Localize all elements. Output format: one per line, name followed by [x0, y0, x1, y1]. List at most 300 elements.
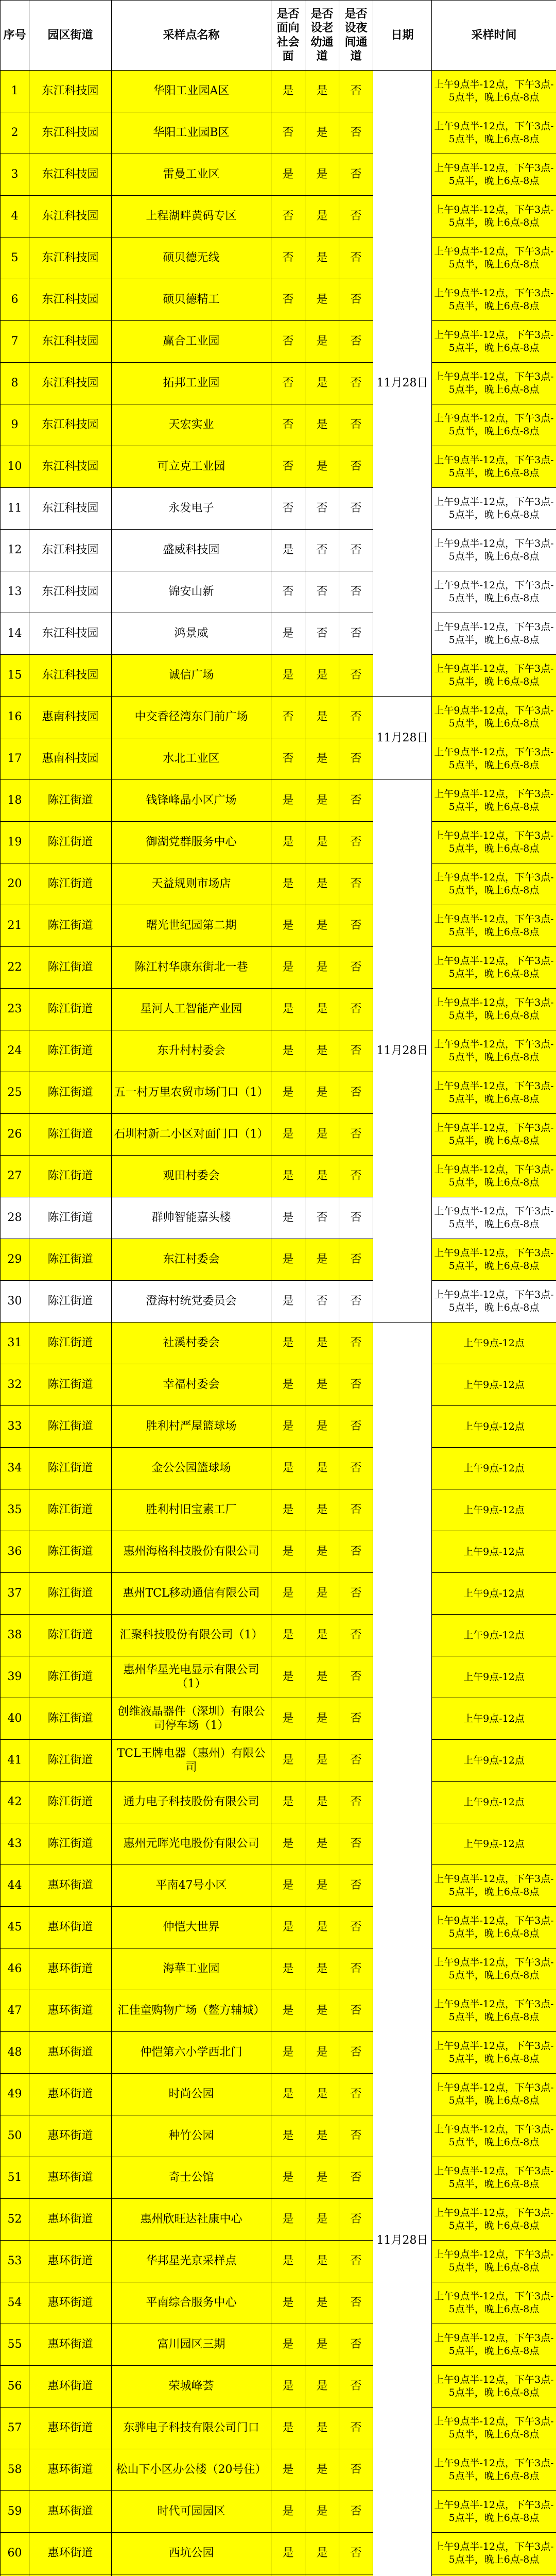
cell-seq: 43 — [1, 1823, 29, 1865]
cell-night: 否 — [339, 863, 373, 905]
table-row — [1, 780, 556, 822]
cell-society: 是 — [271, 1531, 305, 1573]
cell-park: 陈江街道 — [29, 1489, 112, 1531]
table-row — [1, 154, 556, 196]
cell-park: 陈江街道 — [29, 1615, 112, 1656]
cell-night: 否 — [339, 989, 373, 1030]
cell-night: 否 — [339, 1406, 373, 1448]
cell-park: 陈江街道 — [29, 1156, 112, 1197]
cell-night: 否 — [339, 404, 373, 446]
cell-park: 惠环街道 — [29, 1948, 112, 1990]
cell-society: 是 — [271, 2115, 305, 2157]
cell-elder — [305, 2574, 339, 2576]
cell-seq: 54 — [1, 2282, 29, 2324]
cell-society: 是 — [271, 530, 305, 571]
cell-elder: 是 — [305, 1448, 339, 1489]
cell-seq: 29 — [1, 1239, 29, 1281]
cell-society: 是 — [271, 947, 305, 989]
cell-night: 否 — [339, 196, 373, 238]
cell-park: 东江科技园 — [29, 112, 112, 154]
cell-time: 上午9点半-12点，下午3点-5点半，晚上6点-8点 — [432, 989, 556, 1030]
cell-seq: 26 — [1, 1114, 29, 1156]
cell-elder: 是 — [305, 2449, 339, 2491]
cell-seq: 36 — [1, 1531, 29, 1573]
cell-night: 否 — [339, 2199, 373, 2241]
cell-time: 上午9点半-12点，下午3点-5点半，晚上6点-8点 — [432, 2199, 556, 2241]
cell-elder: 是 — [305, 1239, 339, 1281]
table-header-row — [1, 1, 556, 71]
cell-seq: 14 — [1, 613, 29, 655]
cell-seq: 13 — [1, 571, 29, 613]
cell-park: 东江科技园 — [29, 446, 112, 488]
cell-park: 东江科技园 — [29, 321, 112, 363]
cell-elder: 是 — [305, 1823, 339, 1865]
table-row — [1, 1573, 556, 1615]
cell-elder: 是 — [305, 2241, 339, 2282]
table-row — [1, 1448, 556, 1489]
cell-site: 群帅智能嘉头楼 — [112, 1197, 271, 1239]
cell-site: 五一村万里农贸市场门口（1） — [112, 1072, 271, 1114]
cell-seq: 5 — [1, 238, 29, 279]
cell-park: 东江科技园 — [29, 488, 112, 530]
table-row — [1, 1197, 556, 1239]
cell-time: 上午9点半-12点，下午3点-5点半，晚上6点-8点 — [432, 697, 556, 738]
table-row — [1, 71, 556, 112]
cell-elder: 否 — [305, 613, 339, 655]
cell-night: 否 — [339, 2074, 373, 2115]
cell-night: 否 — [339, 1740, 373, 1782]
cell-time: 上午9点半-12点，下午3点-5点半，晚上6点-8点 — [432, 2449, 556, 2491]
header-night: 是否设夜间通道 — [339, 1, 373, 71]
cell-seq: 55 — [1, 2324, 29, 2366]
cell-site: 上程湖畔黄码专区 — [112, 196, 271, 238]
cell-time: 上午9点半-12点，下午3点-5点半，晚上6点-8点 — [432, 1114, 556, 1156]
cell-site: 平南综合服务中心 — [112, 2282, 271, 2324]
cell-site: 硕贝德精工 — [112, 279, 271, 321]
cell-seq: 59 — [1, 2491, 29, 2533]
cell-society: 是 — [271, 1865, 305, 1907]
cell-park: 东江科技园 — [29, 71, 112, 112]
cell-elder: 是 — [305, 2324, 339, 2366]
cell-site: 通力电子科技股份有限公司 — [112, 1782, 271, 1823]
cell-night: 否 — [339, 279, 373, 321]
cell-time: 上午9点半-12点，下午3点-5点半，晚上6点-8点 — [432, 2157, 556, 2199]
cell-night: 否 — [339, 71, 373, 112]
cell-society: 是 — [271, 1489, 305, 1531]
cell-park: 陈江街道 — [29, 1573, 112, 1615]
header-seq: 序号 — [1, 1, 29, 71]
cell-seq: 56 — [1, 2366, 29, 2408]
cell-seq: 10 — [1, 446, 29, 488]
cell-elder: 否 — [305, 1197, 339, 1239]
cell-site: 仲恺第六小学西北门 — [112, 2032, 271, 2074]
cell-night: 否 — [339, 112, 373, 154]
cell-time: 上午9点半-12点，下午3点-5点半，晚上6点-8点 — [432, 1239, 556, 1281]
cell-time: 上午9点半-12点，下午3点-5点半，晚上6点-8点 — [432, 1907, 556, 1948]
cell-time: 上午9点半-12点，下午3点-5点半，晚上6点-8点 — [432, 571, 556, 613]
cell-time: 上午9点-12点 — [432, 1406, 556, 1448]
cell-site: 华阳工业园B区 — [112, 112, 271, 154]
cell-night: 否 — [339, 1072, 373, 1114]
cell-night: 否 — [339, 321, 373, 363]
table-row — [1, 2574, 556, 2576]
cell-night: 否 — [339, 488, 373, 530]
cell-seq: 15 — [1, 655, 29, 697]
cell-seq: 30 — [1, 1281, 29, 1323]
cell-park: 陈江街道 — [29, 780, 112, 822]
cell-elder: 是 — [305, 1740, 339, 1782]
cell-seq: 52 — [1, 2199, 29, 2241]
cell-society: 是 — [271, 1364, 305, 1406]
cell-elder: 是 — [305, 2115, 339, 2157]
cell-park: 陈江街道 — [29, 1281, 112, 1323]
cell-park: 陈江街道 — [29, 1030, 112, 1072]
cell-elder: 否 — [305, 571, 339, 613]
cell-time: 上午9点半-12点，下午3点-5点半，晚上6点-8点 — [432, 488, 556, 530]
cell-site: 松山下小区办公楼（20号住） — [112, 2449, 271, 2491]
table-row — [1, 1364, 556, 1406]
cell-park: 陈江街道 — [29, 1239, 112, 1281]
cell-seq: 24 — [1, 1030, 29, 1072]
cell-elder: 是 — [305, 1364, 339, 1406]
cell-site: 东江村委会 — [112, 1239, 271, 1281]
cell-elder: 是 — [305, 363, 339, 404]
cell-society: 是 — [271, 1907, 305, 1948]
cell-society: 是 — [271, 2449, 305, 2491]
cell-seq: 33 — [1, 1406, 29, 1448]
table-row — [1, 1114, 556, 1156]
cell-time: 上午9点半-12点，下午3点-5点半，晚上6点-8点 — [432, 363, 556, 404]
cell-seq: 31 — [1, 1323, 29, 1364]
cell-seq: 17 — [1, 738, 29, 780]
cell-time: 上午9点-12点 — [432, 1531, 556, 1573]
cell-society: 否 — [271, 571, 305, 613]
cell-time: 上午9点半-12点，下午3点-5点半，晚上6点-8点 — [432, 238, 556, 279]
cell-society: 是 — [271, 2157, 305, 2199]
cell-elder: 是 — [305, 1114, 339, 1156]
table-row — [1, 2491, 556, 2533]
table-row — [1, 1656, 556, 1698]
cell-time: 上午9点半-12点，下午3点-5点半，晚上6点-8点 — [432, 2074, 556, 2115]
cell-park: 东江科技园 — [29, 571, 112, 613]
cell-night: 否 — [339, 2324, 373, 2366]
cell-society: 是 — [271, 655, 305, 697]
cell-seq: 42 — [1, 1782, 29, 1823]
cell-elder: 是 — [305, 1531, 339, 1573]
cell-time: 上午9点-12点 — [432, 1615, 556, 1656]
cell-society: 是 — [271, 1197, 305, 1239]
cell-time: 上午9点-12点 — [432, 1740, 556, 1782]
cell-site: 胜利村严屋篮球场 — [112, 1406, 271, 1448]
cell-seq: 9 — [1, 404, 29, 446]
table-row — [1, 1698, 556, 1740]
cell-time: 上午9点-12点 — [432, 1573, 556, 1615]
cell-seq: 12 — [1, 530, 29, 571]
cell-night: 否 — [339, 1281, 373, 1323]
cell-society: 是 — [271, 1782, 305, 1823]
cell-night: 否 — [339, 822, 373, 863]
table-row — [1, 321, 556, 363]
cell-park: 惠环街道 — [29, 2032, 112, 2074]
cell-site: 华邦星光京采样点 — [112, 2241, 271, 2282]
cell-seq: 16 — [1, 697, 29, 738]
cell-night: 否 — [339, 238, 373, 279]
table-row — [1, 2282, 556, 2324]
table-row — [1, 2074, 556, 2115]
cell-society: 是 — [271, 1156, 305, 1197]
cell-time: 上午9点半-12点，下午3点-5点半，晚上6点-8点 — [432, 738, 556, 780]
table-row — [1, 2241, 556, 2282]
table-row — [1, 1782, 556, 1823]
cell-seq: 53 — [1, 2241, 29, 2282]
cell-site: 创维液晶器件（深圳）有限公司停车场（1） — [112, 1698, 271, 1740]
cell-park: 陈江街道 — [29, 1531, 112, 1573]
cell-elder: 否 — [305, 530, 339, 571]
cell-night: 否 — [339, 1323, 373, 1364]
cell-seq: 39 — [1, 1656, 29, 1698]
cell-elder: 是 — [305, 1573, 339, 1615]
cell-elder: 否 — [305, 488, 339, 530]
cell-site: 富川园区三期 — [112, 2324, 271, 2366]
cell-park: 惠环街道 — [29, 2074, 112, 2115]
cell-society: 是 — [271, 1823, 305, 1865]
cell-site: 汇聚科技股份有限公司（1） — [112, 1615, 271, 1656]
cell-seq: 34 — [1, 1448, 29, 1489]
table-row — [1, 2115, 556, 2157]
table-row — [1, 2324, 556, 2366]
cell-site: 东骅电子科技有限公司门口 — [112, 2408, 271, 2449]
cell-night: 否 — [339, 1531, 373, 1573]
cell-seq: 11 — [1, 488, 29, 530]
cell-park: 惠环街道 — [29, 2199, 112, 2241]
cell-park: 陈江街道 — [29, 947, 112, 989]
cell-seq: 25 — [1, 1072, 29, 1114]
cell-park: 东江科技园 — [29, 404, 112, 446]
cell-time: 上午9点-12点 — [432, 1364, 556, 1406]
cell-site: 海華工业园 — [112, 1948, 271, 1990]
cell-seq: 27 — [1, 1156, 29, 1197]
cell-seq: 3 — [1, 154, 29, 196]
cell-site: 仲恺大世界 — [112, 1907, 271, 1948]
cell-site: 御湖党群服务中心 — [112, 822, 271, 863]
cell-seq: 22 — [1, 947, 29, 989]
cell-night: 否 — [339, 947, 373, 989]
cell-seq — [1, 2574, 29, 2576]
cell-time: 上午9点半-12点，下午3点-5点半，晚上6点-8点 — [432, 780, 556, 822]
cell-seq: 51 — [1, 2157, 29, 2199]
table-row — [1, 2366, 556, 2408]
cell-time: 上午9点-12点 — [432, 1323, 556, 1364]
cell-society: 是 — [271, 2533, 305, 2574]
table-row — [1, 1489, 556, 1531]
cell-time: 上午9点半-12点，下午3点-5点半，晚上6点-8点 — [432, 822, 556, 863]
cell-time — [432, 2574, 556, 2576]
cell-seq: 40 — [1, 1698, 29, 1740]
cell-seq: 47 — [1, 1990, 29, 2032]
cell-elder: 是 — [305, 1072, 339, 1114]
cell-night: 否 — [339, 571, 373, 613]
cell-time: 上午9点半-12点，下午3点-5点半，晚上6点-8点 — [432, 279, 556, 321]
cell-site: 硕贝德无线 — [112, 238, 271, 279]
cell-society: 否 — [271, 738, 305, 780]
cell-society: 是 — [271, 1281, 305, 1323]
cell-society: 是 — [271, 780, 305, 822]
cell-society: 是 — [271, 1072, 305, 1114]
cell-site: 鸿景威 — [112, 613, 271, 655]
table-row — [1, 238, 556, 279]
cell-elder: 是 — [305, 1656, 339, 1698]
cell-site: 时尚公园 — [112, 2074, 271, 2115]
cell-park: 东江科技园 — [29, 613, 112, 655]
table-row — [1, 1239, 556, 1281]
cell-park: 东江科技园 — [29, 196, 112, 238]
cell-seq: 60 — [1, 2533, 29, 2574]
cell-night — [339, 2574, 373, 2576]
cell-park: 东江科技园 — [29, 279, 112, 321]
table-row — [1, 1990, 556, 2032]
cell-night: 否 — [339, 1197, 373, 1239]
table-row — [1, 2157, 556, 2199]
cell-time: 上午9点半-12点，下午3点-5点半，晚上6点-8点 — [432, 2533, 556, 2574]
table-row — [1, 863, 556, 905]
cell-site: 惠州华星光电显示有限公司（1） — [112, 1656, 271, 1698]
cell-park: 惠环街道 — [29, 1907, 112, 1948]
cell-night: 否 — [339, 2533, 373, 2574]
cell-society: 是 — [271, 1698, 305, 1740]
header-elder: 是否设老幼通道 — [305, 1, 339, 71]
cell-time: 上午9点-12点 — [432, 1448, 556, 1489]
cell-park: 惠环街道 — [29, 1990, 112, 2032]
cell-night: 否 — [339, 697, 373, 738]
cell-elder: 是 — [305, 2032, 339, 2074]
table-row — [1, 488, 556, 530]
cell-society: 否 — [271, 279, 305, 321]
cell-elder: 是 — [305, 321, 339, 363]
cell-night: 否 — [339, 2408, 373, 2449]
cell-site: 惠州TCL移动通信有限公司 — [112, 1573, 271, 1615]
cell-time: 上午9点半-12点，下午3点-5点半，晚上6点-8点 — [432, 1197, 556, 1239]
cell-elder: 是 — [305, 1489, 339, 1531]
table-row — [1, 571, 556, 613]
header-site: 采样点名称 — [112, 1, 271, 71]
cell-night: 否 — [339, 363, 373, 404]
cell-elder: 是 — [305, 863, 339, 905]
cell-park: 惠环街道 — [29, 2449, 112, 2491]
table-row — [1, 947, 556, 989]
cell-park: 陈江街道 — [29, 1740, 112, 1782]
cell-site: 石圳村新二小区对面门口（1） — [112, 1114, 271, 1156]
cell-time: 上午9点半-12点，下午3点-5点半，晚上6点-8点 — [432, 2491, 556, 2533]
cell-night: 否 — [339, 655, 373, 697]
cell-time: 上午9点半-12点，下午3点-5点半，晚上6点-8点 — [432, 2282, 556, 2324]
cell-time: 上午9点半-12点，下午3点-5点半，晚上6点-8点 — [432, 530, 556, 571]
cell-time: 上午9点半-12点，下午3点-5点半，晚上6点-8点 — [432, 196, 556, 238]
cell-site: 雷曼工业区 — [112, 154, 271, 196]
cell-time: 上午9点半-12点，下午3点-5点半，晚上6点-8点 — [432, 112, 556, 154]
cell-site: TCL王牌电器（惠州）有限公司 — [112, 1740, 271, 1782]
cell-elder: 是 — [305, 238, 339, 279]
cell-elder: 是 — [305, 1156, 339, 1197]
cell-time: 上午9点半-12点，下午3点-5点半，晚上6点-8点 — [432, 1948, 556, 1990]
cell-elder: 是 — [305, 2491, 339, 2533]
cell-site: 水北工业区 — [112, 738, 271, 780]
header-date: 日期 — [373, 1, 432, 71]
cell-night: 否 — [339, 1948, 373, 1990]
cell-night: 否 — [339, 1990, 373, 2032]
cell-elder: 是 — [305, 697, 339, 738]
cell-night: 否 — [339, 154, 373, 196]
cell-time: 上午9点半-12点，下午3点-5点半，晚上6点-8点 — [432, 655, 556, 697]
cell-society: 是 — [271, 989, 305, 1030]
table-row — [1, 196, 556, 238]
cell-site: 赢合工业园 — [112, 321, 271, 363]
cell-seq: 48 — [1, 2032, 29, 2074]
cell-seq: 49 — [1, 2074, 29, 2115]
cell-date: 11月28日 — [373, 1323, 432, 2576]
cell-night: 否 — [339, 2241, 373, 2282]
cell-seq: 8 — [1, 363, 29, 404]
cell-seq: 23 — [1, 989, 29, 1030]
table-row — [1, 697, 556, 738]
header-society: 是否面向社会面 — [271, 1, 305, 71]
cell-society: 是 — [271, 1948, 305, 1990]
cell-park: 东江科技园 — [29, 238, 112, 279]
table-row — [1, 905, 556, 947]
cell-seq: 58 — [1, 2449, 29, 2491]
cell-site: 社溪村委会 — [112, 1323, 271, 1364]
table-row — [1, 2449, 556, 2491]
cell-time: 上午9点半-12点，下午3点-5点半，晚上6点-8点 — [432, 1030, 556, 1072]
cell-park: 陈江街道 — [29, 1197, 112, 1239]
table-row — [1, 1406, 556, 1448]
cell-seq: 32 — [1, 1364, 29, 1406]
cell-time: 上午9点半-12点，下午3点-5点半，晚上6点-8点 — [432, 1990, 556, 2032]
cell-site: 中交香径湾东门前广场 — [112, 697, 271, 738]
cell-time: 上午9点半-12点，下午3点-5点半，晚上6点-8点 — [432, 2032, 556, 2074]
cell-elder: 是 — [305, 404, 339, 446]
cell-seq: 44 — [1, 1865, 29, 1907]
cell-society: 否 — [271, 404, 305, 446]
table-row — [1, 1281, 556, 1323]
cell-night: 否 — [339, 2366, 373, 2408]
cell-park: 惠环街道 — [29, 2157, 112, 2199]
cell-society: 是 — [271, 2408, 305, 2449]
table-row — [1, 446, 556, 488]
table-row — [1, 1030, 556, 1072]
cell-seq: 18 — [1, 780, 29, 822]
cell-site: 幸福村委会 — [112, 1364, 271, 1406]
cell-time: 上午9点半-12点，下午3点-5点半，晚上6点-8点 — [432, 1281, 556, 1323]
cell-site: 天益规则市场店 — [112, 863, 271, 905]
cell-park: 陈江街道 — [29, 1072, 112, 1114]
table-row — [1, 1072, 556, 1114]
cell-time: 上午9点-12点 — [432, 1782, 556, 1823]
cell-time: 上午9点-12点 — [432, 1489, 556, 1531]
cell-elder: 是 — [305, 154, 339, 196]
cell-night: 否 — [339, 905, 373, 947]
cell-society: 否 — [271, 363, 305, 404]
cell-society: 是 — [271, 1239, 305, 1281]
cell-society: 是 — [271, 1740, 305, 1782]
cell-time: 上午9点半-12点，下午3点-5点半，晚上6点-8点 — [432, 863, 556, 905]
cell-park: 陈江街道 — [29, 1406, 112, 1448]
cell-seq: 4 — [1, 196, 29, 238]
cell-society: 是 — [271, 71, 305, 112]
cell-seq: 6 — [1, 279, 29, 321]
cell-time: 上午9点-12点 — [432, 1698, 556, 1740]
cell-elder: 是 — [305, 2157, 339, 2199]
table-row — [1, 822, 556, 863]
